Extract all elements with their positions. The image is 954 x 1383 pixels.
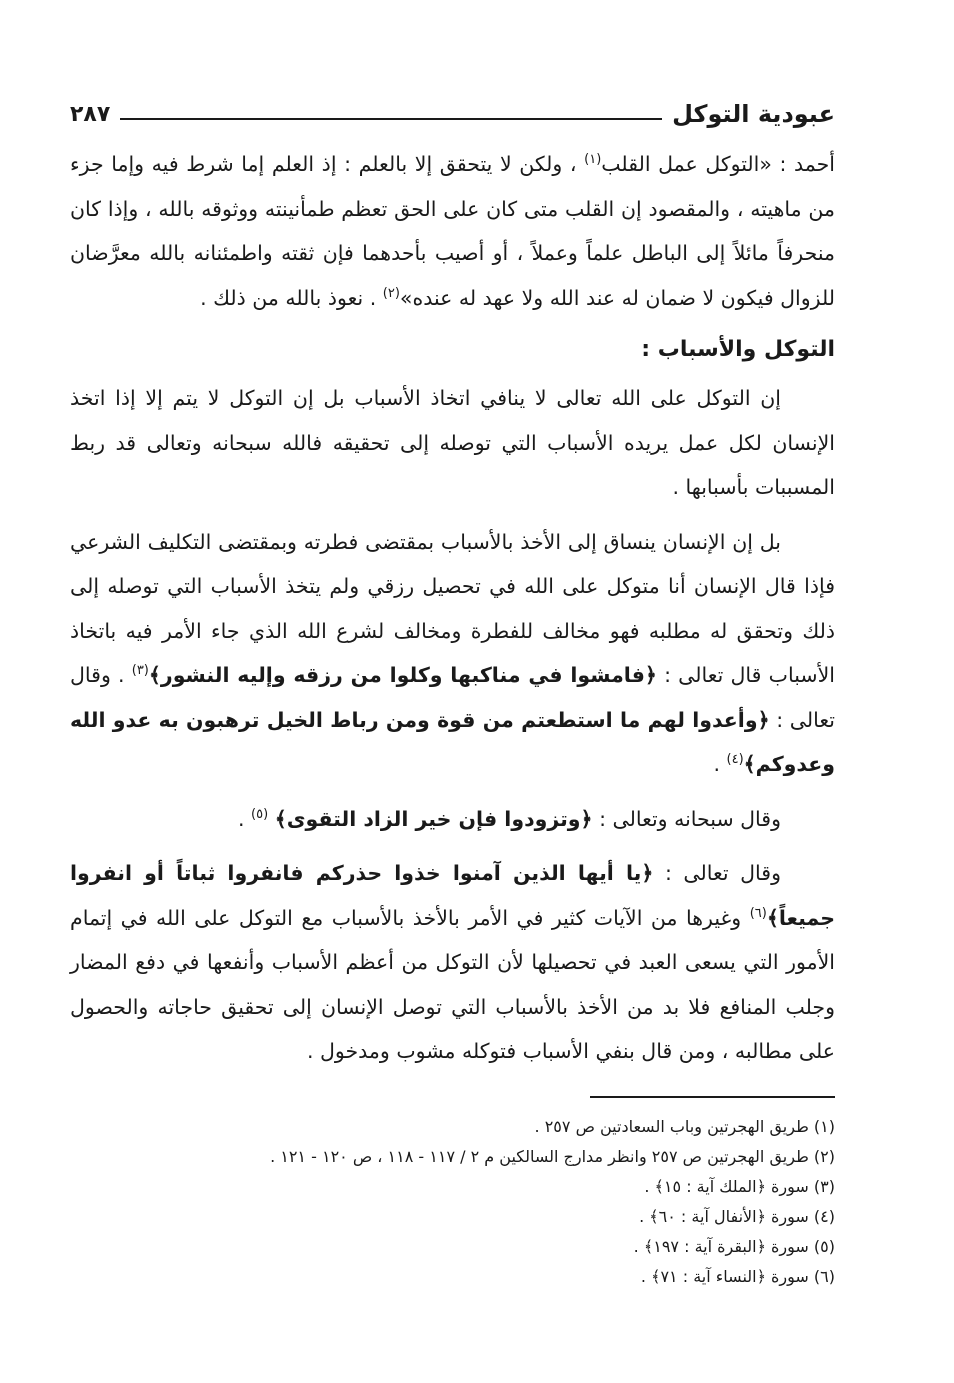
footnote-ref-4: (٤) [726, 752, 744, 768]
paragraph-1 [70, 142, 835, 320]
paragraph-1-text-b: ، ولكن لا يتحقق إلا بالعلم : إذ العلم إما شرط فيه وإما جزء من ماهيته ، والمقصود إن القلب متى كان على الحق تعظم طمأنينته ووثوقه بالله ، وإذا كان منحرفاً مائلاً إلى الباطل علماً وعملاً ، أو أصيب بأحدهما فإن ثقته واطمئنانه بالله معرَّضان للزوال فيكون لا ضمان له عند الله ولا عهد له عنده» [70, 152, 835, 310]
paragraph-5-text-b: وغيرها من الآيات كثير في الأمر بالأخذ بالأسباب مع التوكل على الله في إتمام الأمور التي يسعى العبد في تحصيلها لأن التوكل من أعظم الأسباب وأنفعها في دفع المضار وجلب المنافع فلا بد من الأخذ بالأسباب التي توصل الإنسان إلى تحقيق حاجاته والحصول على مطالبه ، ومن قال بنفي الأسباب فتوكله مشوب ومدخول . [70, 905, 835, 1063]
quran-verse-3: ﴿وتزودوا فإن خير الزاد التقوى﴾ [274, 806, 593, 831]
paragraph-1-text-c: . نعوذ بالله من ذلك . [200, 285, 377, 310]
footnotes [70, 1112, 835, 1292]
paragraph-3 [70, 520, 835, 787]
footnote-rule [590, 1096, 835, 1098]
footnote-ref-2: (٢) [382, 285, 400, 301]
paragraph-3-text-a: بل إن الإنسان ينساق إلى الأخذ بالأسباب بمقتضى فطرته وبمقتضى التكليف الشرعي فإذا قال الإنسان أنا متوكل على الله في تحصيل رزقي ولم يتخذ الأسباب التي توصله إلى ذلك وتحقق له مطلبه فهو مخالف للفطرة ومخالف لشرع الله الذي جاء الأمر فيه باتخاذ الأسباب قال تعالى : [70, 529, 835, 687]
footnote-ref-6: (٦) [749, 905, 767, 921]
paragraph-4-text-a: وقال سبحانه وتعالى : [599, 806, 781, 831]
paragraph-3-text-b: . وقال تعالى : [70, 663, 835, 732]
book-page [70, 92, 835, 1312]
paragraph-1-text-a: أحمد : «التوكل عمل القلب [601, 152, 835, 176]
running-title: عبودية التوكل [672, 100, 835, 128]
footnote-2: (٢) طريق الهجرتين ص ٢٥٧ وانظر مدارج السالكين م ٢ / ١١٧ - ١١٨ ، ص ١٢٠ - ١٢١ . [270, 1146, 835, 1166]
quran-verse-1: ﴿فامشوا في مناكبها وكلوا من رزقه وإليه النشور﴾ [148, 663, 657, 687]
paragraph-5-text-a: وقال تعالى : [664, 861, 781, 885]
paragraph-4 [70, 797, 835, 842]
footnote-ref-5: (٥) [251, 806, 269, 822]
body-text [70, 142, 835, 1074]
running-header [70, 92, 835, 132]
section-heading: التوكل والأسباب : [641, 337, 835, 362]
header-rule [120, 118, 662, 120]
footnote-6: (٦) سورة ﴿النساء آية : ٧١﴾ . [640, 1266, 835, 1286]
footnote-1: (١) طريق الهجرتين وباب السعادتين ص ٢٥٧ . [534, 1116, 835, 1136]
paragraph-4-text-c: . [237, 806, 245, 831]
footnote-3: (٣) سورة ﴿الملك آية : ١٥﴾ . [644, 1176, 835, 1196]
paragraph-2: إن التوكل على الله تعالى لا ينافي اتخاذ الأسباب بل إن التوكل لا يتم إلا إذا اتخذ الإنسان لكل عمل يريده الأسباب التي توصله إلى تحقيقه فالله سبحانه وتعالى قد ربط المسببات بأسبابها . [70, 386, 835, 499]
page-number: ٢٨٧ [70, 102, 111, 127]
paragraph-3-text-c: . [713, 752, 720, 776]
quran-verse-2: ﴿وأعدوا لهم ما استطعتم من قوة ومن رباط الخيل ترهبون به عدو الله وعدوكم﴾ [70, 707, 835, 776]
quran-verse-4: ﴿يا أيها الذين آمنوا خذوا حذركم فانفروا ثباتاً أو انفروا جميعاً﴾ [70, 861, 835, 930]
footnote-ref-1: (١) [584, 152, 602, 168]
footnote-5: (٥) سورة ﴿البقرة آية : ١٩٧﴾ . [633, 1236, 835, 1256]
paragraph-5 [70, 851, 835, 1074]
footnote-4: (٤) سورة ﴿الأنفال آية : ٦٠﴾ . [639, 1206, 835, 1226]
footnote-ref-3: (٣) [131, 663, 149, 679]
